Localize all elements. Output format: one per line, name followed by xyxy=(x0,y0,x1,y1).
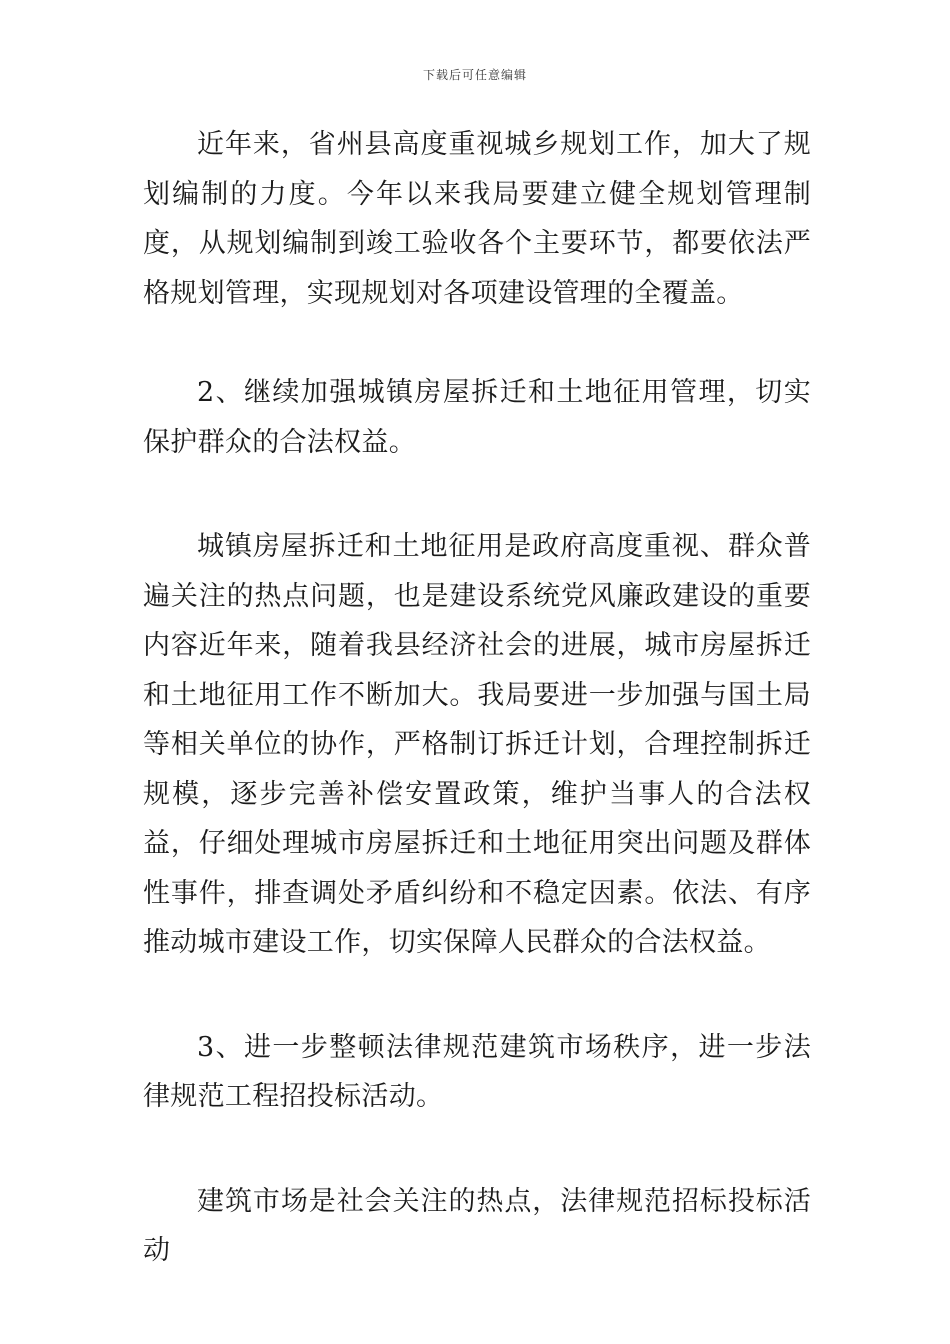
paragraph-planning: 近年来，省州县高度重视城乡规划工作，加大了规划编制的力度。今年以来我局要建立健全规划管理制度，从规划编制到竣工验收各个主要环节，都要依法严格规划管理，实现规划对各项建设管理的全覆盖。 xyxy=(143,129,811,309)
paragraph-demolition: 城镇房屋拆迁和土地征用是政府高度重视、群众普遍关注的热点问题，也是建设系统党风廉政建设的重要内容近年来，随着我县经济社会的进展，城市房屋拆迁和土地征用工作不断加大。我局要进一步加强与国土局等相关单位的协作，严格制订拆迁计划，合理控制拆迁规模，逐步完善补偿安置政策，维护当事人的合法权益，仔细处理城市房屋拆迁和土地征用突出问题及群体性事件，排查调处矛盾纠纷和不稳定因素。依法、有序推动城市建设工作，切实保障人民群众的合法权益。 xyxy=(143,531,811,958)
page-header: 下载后可任意编辑 xyxy=(422,68,527,82)
heading-item-2: 2、继续加强城镇房屋拆迁和土地征用管理，切实保护群众的合法权益。 xyxy=(143,377,811,458)
heading-item-3: 3、进一步整顿法律规范建筑市场秩序，进一步法律规范工程招投标活动。 xyxy=(143,1031,811,1112)
paragraph-construction-market: 建筑市场是社会关注的热点，法律规范招标投标活动 xyxy=(143,1185,811,1266)
document-body xyxy=(143,120,811,1276)
